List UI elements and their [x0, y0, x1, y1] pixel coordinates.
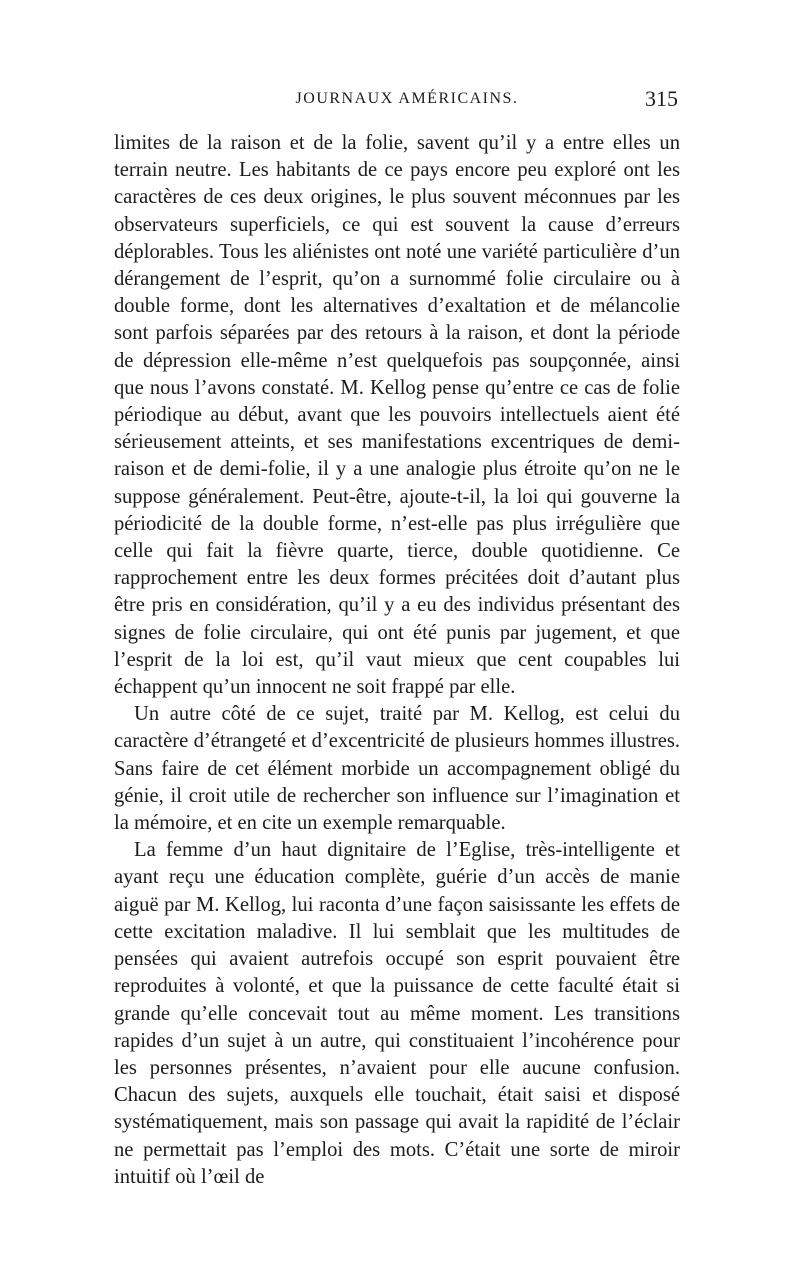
paragraph-kellog-illustrious-men: Un autre côté de ce sujet, traité par M. Kellog, est celui du caractère d’étrangeté et d’excentricité de plusieurs hommes illustres. Sans faire de cet élément morbide un accompagnement obligé du génie, il croit utile de rechercher son influence sur l’imagination et la mémoire, et en cite un exemple remarquable.: [114, 703, 680, 835]
page-number: 315: [645, 86, 678, 111]
book-page: [114, 86, 680, 1191]
paragraph-dignitary-wife-case: La femme d’un haut dignitaire de l’Eglise, très-intelligente et ayant reçu une éducation complète, guérie d’un accès de manie aiguë par M. Kellog, lui raconta d’une façon saisissante les effets de cette excitation maladive. Il lui semblait que les multitudes de pensées qui avaient autrefois occupé son esprit pouvaient être reproduites à volonté, et que la puissance de cette faculté était si grande qu’elle concevait tout au même moment. Les transitions rapides d’un sujet à un autre, qui constituaient l’incohérence pour les personnes présentes, n’avaient pour elle aucune confusion. Chacun des sujets, auxquels elle touchait, était saisi et disposé systématiquement, mais son passage qui avait la rapidité de l’éclair ne permettait pas l’emploi des mots. C’était une sorte de miroir intuitif où l’œil de: [114, 839, 680, 1188]
running-head: [114, 86, 680, 116]
paragraph-continued: limites de la raison et de la folie, savent qu’il y a entre elles un terrain neutre. Les habitants de ce pays encore peu exploré ont les caractères de ces deux origines, le plus souvent méconnues par les observateurs superficiels, ce qui est souvent la cause d’erreurs déplorables. Tous les aliénistes ont noté une variété particulière d’un dérangement de l’esprit, qu’on a surnommé folie circulaire ou à double forme, dont les alternatives d’exaltation et de mélancolie sont parfois séparées par des retours à la raison, et dont la période de dépression elle-même n’est quelquefois pas soupçonnée, ainsi que nous l’avons constaté. M. Kellog pense qu’entre ce cas de folie périodique au début, avant que les pouvoirs intellectuels aient été sérieusement atteints, et ses manifestations excentriques de demi-raison et de demi-folie, il y a une analogie plus étroite qu’on ne le suppose généralement. Peut-être, ajoute-t-il, la loi qui gouverne la périodicité de la double forme, n’est-elle pas plus irrégulière que celle qui fait la fièvre quarte, tierce, double quotidienne. Ce rapprochement entre les deux formes précitées doit d’autant plus être pris en considération, qu’il y a eu des individus présentant des signes de folie circulaire, qui ont été punis par jugement, et que l’esprit de la loi est, qu’il vaut mieux que cent coupables lui échappent qu’un innocent ne soit frappé par elle.: [114, 132, 680, 699]
running-title: JOURNAUX AMÉRICAINS.: [295, 90, 519, 107]
